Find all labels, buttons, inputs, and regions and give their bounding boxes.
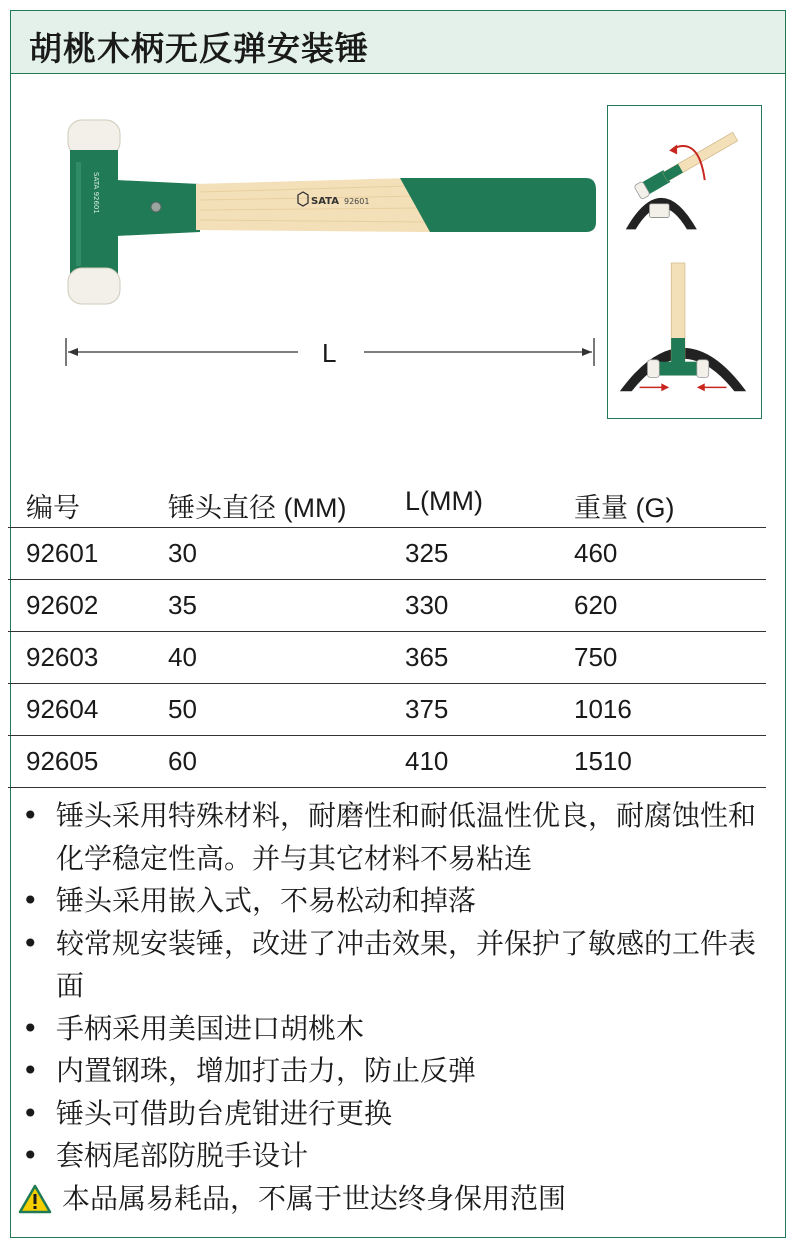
bullet-icon: •	[22, 884, 39, 917]
bullet-icon: •	[22, 1096, 39, 1130]
list-item	[18, 1093, 768, 1136]
title-bar	[11, 11, 785, 74]
model-label: 92601	[344, 197, 370, 206]
cell-length: 330	[405, 590, 449, 620]
cell-weight: 460	[574, 538, 618, 568]
hammer-head-bottom-cap	[68, 268, 120, 304]
cell-length: 325	[405, 538, 449, 568]
cell-diameter: 60	[168, 746, 197, 776]
cell-weight: 1510	[574, 746, 632, 776]
svg-text:SATA 92601: SATA 92601	[92, 172, 100, 214]
usage-diagram	[607, 105, 762, 419]
bullet-icon: •	[22, 1011, 39, 1045]
header-head-diameter: 锤头直径 (MM)	[168, 493, 347, 523]
list-item	[18, 880, 768, 923]
cell-length: 365	[405, 642, 449, 672]
table-row	[8, 684, 766, 736]
list-item	[18, 923, 768, 1008]
table-row	[8, 632, 766, 684]
cell-diameter: 30	[168, 538, 197, 568]
cell-model: 92603	[26, 642, 99, 672]
bullet-icon: •	[22, 799, 39, 832]
cell-weight: 620	[574, 590, 618, 620]
cell-diameter: 40	[168, 642, 197, 672]
warning-note	[18, 1178, 768, 1220]
warning-icon	[18, 1184, 52, 1214]
feature-text: 内置钢珠，增加打击力，防止反弹	[56, 1054, 477, 1087]
feature-text: 锤头采用嵌入式，不易松动和掉落	[56, 884, 477, 917]
list-item	[18, 1008, 768, 1051]
hammer-illustration	[30, 100, 610, 400]
feature-text: 锤头可借助台虎钳进行更换	[56, 1096, 393, 1130]
length-label: L	[322, 338, 337, 368]
feature-text: 套柄尾部防脱手设计	[56, 1139, 309, 1172]
brand-label: SATA	[311, 196, 339, 207]
hammer-grip	[400, 178, 596, 232]
header-length: L(MM)	[405, 486, 483, 516]
feature-text: 锤头采用特殊材料，耐磨性和耐低温性优良，耐腐蚀性和化学稳定性高。并与其它材料不易粘连	[56, 799, 757, 875]
list-item	[18, 1050, 768, 1093]
cell-diameter: 50	[168, 694, 197, 724]
list-item	[18, 795, 768, 880]
cell-model: 92605	[26, 746, 99, 776]
page-title: 胡桃木柄无反弹安装锤	[29, 29, 369, 68]
header-model: 编号	[26, 493, 80, 523]
cell-model: 92601	[26, 538, 99, 568]
feature-text: 较常规安装锤，改进了冲击效果，并保护了敏感的工件表面	[56, 926, 757, 1002]
bullet-icon: •	[22, 1139, 39, 1172]
list-item	[18, 1135, 768, 1178]
cell-weight: 1016	[574, 694, 632, 724]
spec-table	[8, 478, 766, 788]
table-row	[8, 528, 766, 580]
feature-list	[18, 795, 768, 1220]
header-weight: 重量 (G)	[574, 493, 675, 523]
table-row	[8, 580, 766, 632]
table-header-row	[8, 478, 766, 528]
table-row	[8, 736, 766, 788]
cell-model: 92602	[26, 590, 99, 620]
bullet-icon: •	[22, 926, 39, 960]
cell-model: 92604	[26, 694, 99, 724]
bullet-icon: •	[22, 1054, 39, 1087]
cell-weight: 750	[574, 642, 618, 672]
cell-length: 410	[405, 746, 449, 776]
feature-text: 手柄采用美国进口胡桃木	[56, 1011, 365, 1045]
cell-length: 375	[405, 694, 449, 724]
warning-text: 本品属易耗品，不属于世达终身保用范围	[62, 1181, 567, 1215]
cell-diameter: 35	[168, 590, 197, 620]
